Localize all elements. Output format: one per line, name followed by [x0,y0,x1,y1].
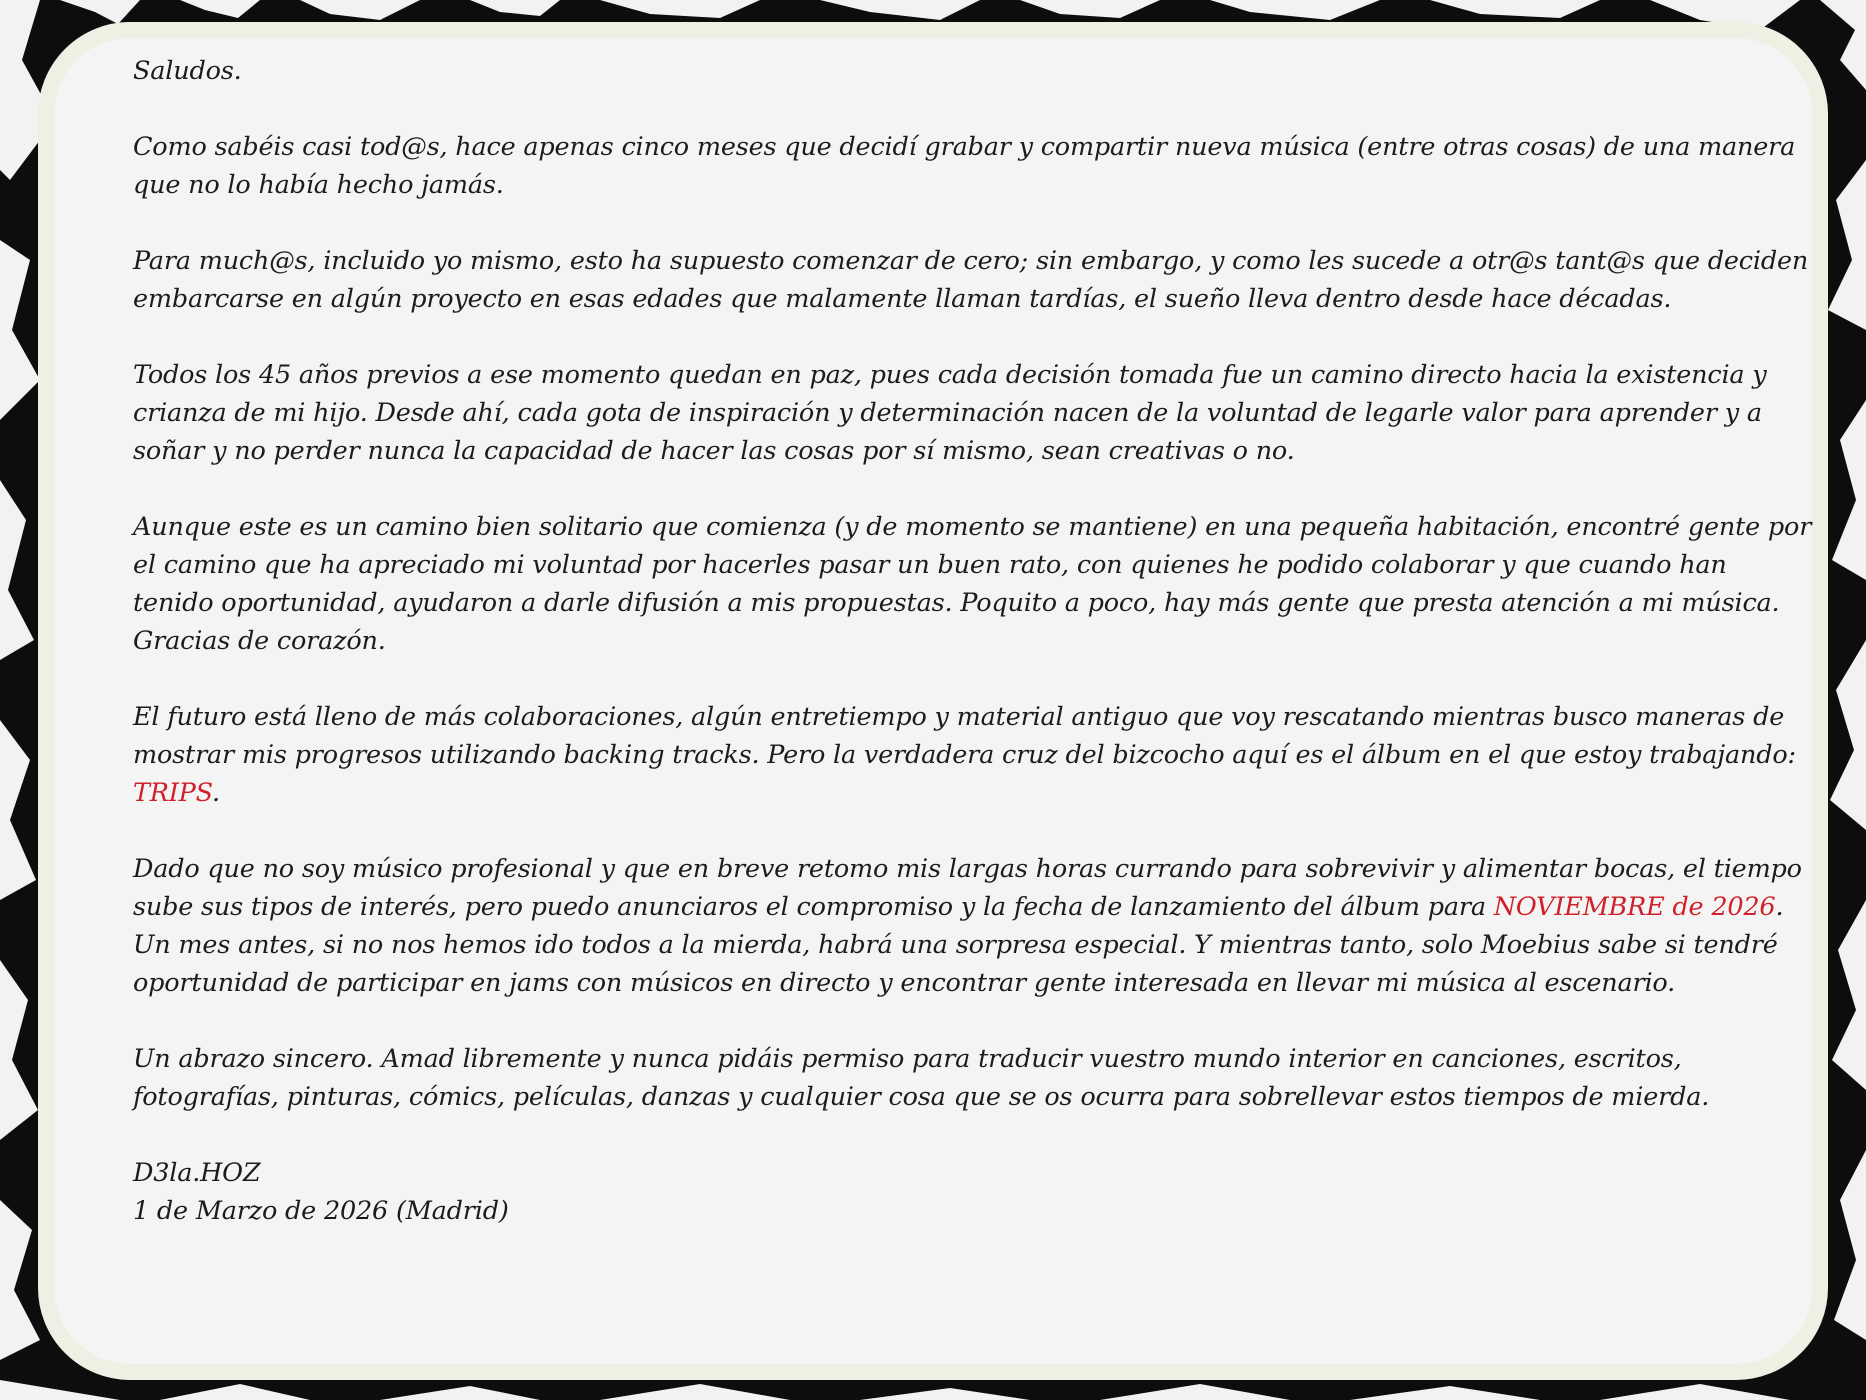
letter-body [133,52,1813,1230]
release-date: NOVIEMBRE de 2026 [1493,892,1776,922]
paragraph-5-end: . [212,778,220,808]
paragraph-4: Aunque este es un camino bien solitario que comienza (y de momento se mantiene) en una pequeña habitación, encontré gente por el camino que ha apreciado mi voluntad por hacerles pasar un buen rato, con quienes he podido colaborar y que cuando han tenido oportunidad, ayudaron a darle difusión a mis propuestas. Poquito a poco, hay más gente que presta atención a mi música. Gracias de corazón. [133,512,1812,656]
paragraph-2: Para much@s, incluido yo mismo, esto ha supuesto comenzar de cero; sin embargo, y como les sucede a otr@s tant@s que deciden embarcarse en algún proyecto en esas edades que malamente llaman tardías, el sueño lleva dentro desde hace décadas. [133,246,1809,314]
paragraph-1: Como sabéis casi tod@s, hace apenas cinco meses que decidí grabar y compartir nueva música (entre otras cosas) de una manera que no lo había hecho jamás. [133,132,1796,200]
paragraph-6-end: . Un mes antes, si no nos hemos ido todos a la mierda, habrá una sorpresa especial. Y mientras tanto, solo Moebius sabe si tendré oportunidad de participar en jams con músicos en directo y encontrar gente interesada en llevar mi música al escenario. [133,892,1784,998]
date-place: 1 de Marzo de 2026 (Madrid) [133,1196,509,1226]
paragraph-7: Un abrazo sincero. Amad libremente y nunca pidáis permiso para traducir vuestro mundo interior en canciones, escritos, fotografías, pinturas, cómics, películas, danzas y cualquier cosa que se os ocurra para sobrellevar estos tiempos de mierda. [133,1044,1710,1112]
paragraph-6-text: Dado que no soy músico profesional y que en breve retomo mis largas horas currando para sobrevivir y alimentar bocas, el tiempo sube sus tipos de interés, pero puedo anunciaros el compromiso y la fecha de lanzamiento del álbum para [133,854,1802,922]
signature: D3la.HOZ [133,1158,261,1188]
paragraph-3: Todos los 45 años previos a ese momento quedan en paz, pues cada decisión tomada fue un camino directo hacia la existencia y crianza de mi hijo. Desde ahí, cada gota de inspiración y determinación nacen de la voluntad de legarle valor para aprender y a soñar y no perder nunca la capacidad de hacer las cosas por sí mismo, sean creativas o no. [133,360,1767,466]
paragraph-6 [133,850,1813,1002]
album-title: TRIPS [133,778,212,808]
greeting: Saludos. [133,56,242,86]
paragraph-5 [133,698,1813,812]
paragraph-5-text: El futuro está lleno de más colaboraciones, algún entretiempo y material antiguo que voy rescatando mientras busco maneras de mostrar mis progresos utilizando backing tracks. Pero la verdadera cruz del bizcocho aquí es el álbum en el que estoy trabajando: [133,702,1796,770]
